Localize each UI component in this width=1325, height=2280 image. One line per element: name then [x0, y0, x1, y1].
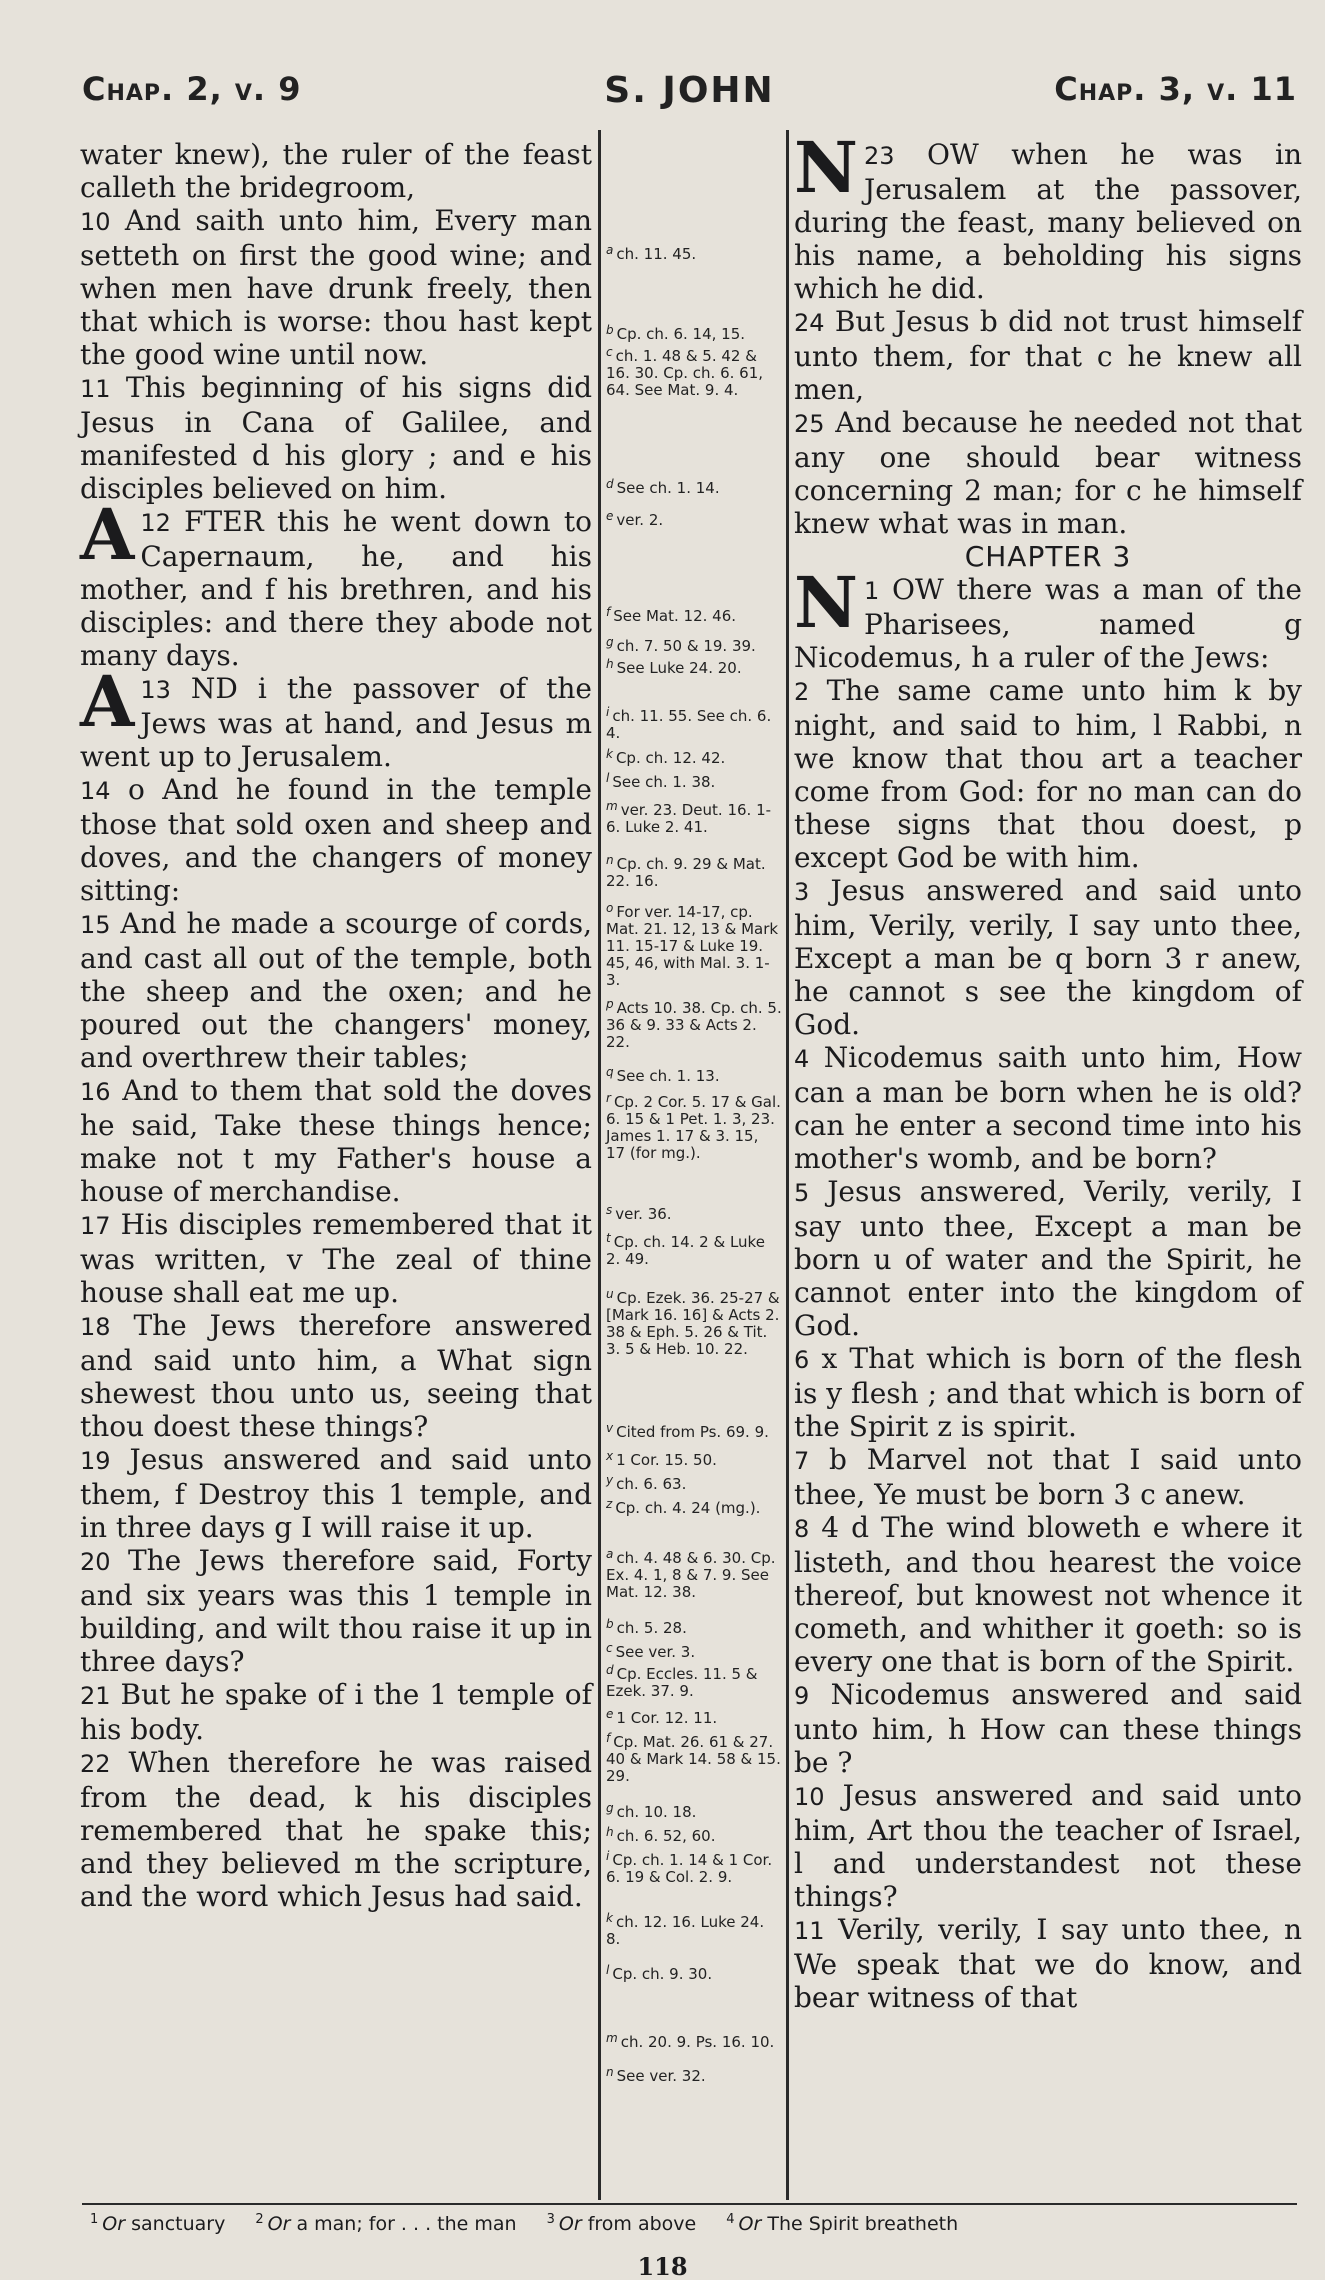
verse-number: 10	[794, 1783, 825, 1811]
reference-mark: s	[606, 1203, 613, 1217]
verse-number: 13	[140, 676, 171, 704]
right-text-column	[794, 126, 1303, 2014]
reference-mark: i	[606, 705, 610, 719]
reference-text: See ver. 32.	[616, 2067, 706, 2085]
verse-number: 20	[80, 1548, 111, 1576]
cross-reference	[606, 1546, 782, 1601]
reference-mark: h	[606, 1825, 614, 1839]
footnote	[255, 2213, 516, 2235]
verse	[80, 204, 592, 371]
reference-text: ch. 1. 48 & 5. 42 & 16. 30. Cp. ch. 6. 61, 64. See Mat. 9. 4.	[606, 347, 764, 399]
reference-mark: h	[606, 657, 614, 671]
cross-reference	[606, 1962, 782, 1983]
reference-text: ch. 11. 45.	[616, 245, 697, 263]
verse	[794, 874, 1302, 1041]
verse	[794, 1175, 1302, 1342]
footnote-or: Or	[558, 2213, 582, 2235]
verse-number: 6	[794, 1346, 810, 1374]
cross-reference	[606, 1848, 782, 1886]
verse	[80, 371, 592, 505]
footnote-or: Or	[738, 2213, 762, 2235]
verse	[80, 1678, 592, 1746]
reference-mark: t	[606, 1231, 611, 1245]
reference-text: ver. 36.	[615, 1205, 672, 1223]
reference-mark: f	[606, 605, 611, 619]
column-rule-right	[786, 130, 789, 2200]
verse	[80, 1443, 592, 1544]
verse-text: OW there was a man of the Pharisees, named g Nicodemus, h a ruler of the Jews:	[794, 573, 1302, 674]
cross-reference	[606, 704, 782, 742]
verse	[794, 1041, 1302, 1175]
verse-text: Jesus answered, Verily, verily, I say unto thee, Except a man be born u of water and the Spirit, he cannot enter into the kingdom of God.	[794, 1175, 1303, 1342]
cross-reference	[606, 242, 782, 263]
verse-number: 9	[794, 1682, 810, 1710]
reference-text: ch. 10. 18.	[616, 1803, 697, 1821]
footnote-or: Or	[102, 2213, 126, 2235]
reference-mark: m	[606, 2031, 618, 2045]
verse-number: 2	[794, 678, 810, 706]
verse	[794, 406, 1302, 540]
page-number: 118	[637, 2252, 688, 2280]
cross-reference	[606, 1662, 782, 1700]
reference-mark: k	[606, 1911, 613, 1925]
verse	[794, 1342, 1302, 1443]
footnote-or: Or	[267, 2213, 291, 2235]
drop-capital: A	[80, 660, 135, 743]
cross-reference	[606, 634, 782, 655]
footnote-rule	[82, 2203, 1297, 2205]
verse-text: When therefore he was raised from the dead, k his disciples remembered that he spake this; and they believed m the scripture, and the word which Jesus had said.	[80, 1746, 592, 1913]
cross-reference	[606, 656, 782, 677]
verse-text: x That which is born of the flesh is y flesh ; and that which is born of the Spirit z is spirit.	[794, 1342, 1302, 1443]
column-rule-left	[598, 130, 601, 2200]
verse	[80, 1309, 592, 1443]
verse	[794, 1913, 1302, 2014]
verse-number: 15	[80, 911, 111, 939]
verse	[794, 1511, 1302, 1678]
verse-number: 22	[80, 1750, 111, 1778]
verse-text: But Jesus b did not trust himself unto them, for that c he knew all men,	[794, 305, 1302, 406]
verse	[794, 126, 1303, 305]
reference-text: Cp. ch. 9. 30.	[612, 1965, 713, 1983]
verse-number: 17	[80, 1212, 111, 1240]
reference-mark: n	[606, 853, 614, 867]
footnote	[547, 2213, 697, 2235]
verse-number: 11	[80, 375, 111, 403]
reference-text: Cp. ch. 1. 14 & 1 Cor. 6. 19 & Col. 2. 9.	[606, 1851, 773, 1886]
cross-reference	[606, 1800, 782, 1821]
reference-text: See ch. 1. 38.	[612, 773, 716, 791]
cross-reference	[606, 1448, 782, 1469]
verse-number: 1	[863, 577, 880, 605]
reference-mark: q	[606, 1065, 614, 1079]
verse-text: This beginning of his signs did Jesus in Cana of Galilee, and manifested d his glory ; and e his disciples believed on him.	[80, 371, 592, 505]
reference-text: See ch. 1. 14.	[616, 479, 720, 497]
verse-text: ND i the passover of the Jews was at hand, and Jesus m went up to Jerusalem.	[80, 672, 593, 773]
reference-text: Cp. ch. 12. 42.	[615, 749, 726, 767]
verse-text: Jesus answered and said unto him, Verily, verily, I say unto thee, Except a man be q born 3 r anew, he cannot s see the kingdom of God.	[794, 874, 1303, 1041]
verse	[80, 1544, 592, 1678]
cross-reference	[606, 1420, 782, 1441]
reference-mark: x	[606, 1449, 614, 1463]
reference-text: Cited from Ps. 69. 9.	[616, 1423, 769, 1441]
running-header	[82, 62, 1297, 122]
verse-text: FTER this he went down to Capernaum, he, and his mother, and f his brethren, and his disciples: and there they abode not many days.	[80, 505, 592, 672]
reference-text: ch. 6. 63.	[616, 1475, 687, 1493]
reference-mark: k	[606, 747, 613, 761]
verse-text: The same came unto him k by night, and said to him, l Rabbi, n we know that thou art a teacher come from God: for no man can do these signs that thou doest, p except God be with him.	[794, 674, 1302, 874]
reference-mark: u	[606, 1287, 614, 1301]
verse	[794, 1678, 1302, 1779]
reference-text: Cp. Ezek. 36. 25-27 & [Mark 16. 16] & Acts 2. 38 & Eph. 5. 26 & Tit. 3. 5 & Heb. 10. 22.	[606, 1289, 780, 1358]
verse-number: 11	[794, 1917, 825, 1945]
reference-text: 1 Cor. 15. 50.	[616, 1451, 717, 1469]
reference-text: Cp. ch. 4. 24 (mg.).	[615, 1499, 761, 1517]
reference-text: ver. 23. Deut. 16. 1-6. Luke 2. 41.	[606, 801, 772, 836]
footnote-text: a man; for . . . the man	[296, 2213, 517, 2235]
verse-text: o And he found in the temple those that sold oxen and sheep and doves, and the changers of money sitting:	[80, 773, 592, 907]
reference-text: ch. 6. 52, 60.	[616, 1827, 716, 1845]
reference-mark: p	[606, 997, 614, 1011]
reference-mark: i	[606, 1849, 610, 1863]
reference-mark: n	[606, 2065, 614, 2079]
verse-text: The Jews therefore answered and said unto him, a What sign shewest thou unto us, seeing that thou doest these things?	[80, 1309, 592, 1443]
verse-text: water knew), the ruler of the feast calleth the bridegroom,	[80, 138, 592, 204]
cross-reference	[606, 1286, 782, 1358]
reference-text: Cp. ch. 6. 14, 15.	[616, 325, 746, 343]
verse	[794, 1443, 1302, 1511]
drop-capital: N	[794, 126, 858, 209]
reference-mark: a	[606, 1547, 614, 1561]
reference-text: ch. 12. 16. Luke 24. 8.	[606, 1913, 765, 1948]
footnote-mark: 4	[726, 2212, 735, 2227]
cross-reference	[606, 798, 782, 836]
reference-mark: z	[606, 1497, 613, 1511]
cross-reference	[606, 1064, 782, 1085]
cross-reference	[606, 900, 782, 989]
cross-reference	[606, 1640, 782, 1661]
footnote-text: The Spirit breatheth	[767, 2213, 959, 2235]
cross-reference	[606, 1472, 782, 1493]
verse	[80, 1074, 592, 1208]
verse-text: Nicodemus answered and said unto him, h How can these things be ?	[794, 1678, 1302, 1779]
cross-reference	[606, 2030, 782, 2051]
cross-reference	[606, 1230, 782, 1268]
verse-number: 10	[80, 208, 111, 236]
cross-reference	[606, 322, 782, 343]
verse-number: 16	[80, 1078, 111, 1106]
reference-mark: e	[606, 509, 614, 523]
header-left: Chap. 2, v. 9	[82, 70, 302, 108]
cross-reference	[606, 1202, 782, 1223]
cross-reference	[606, 344, 782, 399]
verse-number: 5	[794, 1179, 810, 1207]
reference-text: ch. 11. 55. See ch. 6. 4.	[606, 707, 772, 742]
reference-text: ch. 20. 9. Ps. 16. 10.	[620, 2033, 775, 2051]
verse-text: Verily, verily, I say unto thee, n We speak that we do know, and bear witness of that	[794, 1913, 1303, 2014]
reference-text: Cp. Eccles. 11. 5 & Ezek. 37. 9.	[606, 1665, 758, 1700]
verse-number: 18	[80, 1313, 111, 1341]
reference-text: 1 Cor. 12. 11.	[616, 1709, 718, 1727]
verse-text: But he spake of i the 1 temple of his body.	[80, 1678, 592, 1746]
cross-reference	[606, 476, 782, 497]
verse-text: And because he needed not that any one should bear witness concerning 2 man; for c he himself knew what was in man.	[794, 406, 1303, 540]
reference-mark: m	[606, 799, 618, 813]
cross-reference	[606, 1910, 782, 1948]
footnote-mark: 3	[546, 2212, 555, 2227]
reference-mark: e	[606, 1707, 614, 1721]
reference-text: See ver. 3.	[615, 1643, 696, 1661]
cross-reference	[606, 770, 782, 791]
reference-mark: c	[606, 345, 613, 359]
verse-number: 24	[794, 309, 825, 337]
cross-reference	[606, 996, 782, 1051]
verse	[794, 561, 1302, 674]
verse	[794, 305, 1302, 406]
drop-capital: N	[794, 561, 858, 644]
verse-number: 25	[794, 410, 825, 438]
verse	[80, 138, 592, 204]
reference-mark: g	[606, 635, 614, 649]
cross-reference	[606, 746, 782, 767]
verse-number: 23	[863, 142, 895, 170]
verse-text: 4 d The wind bloweth e where it listeth, and thou hearest the voice thereof, but knowest not whence it cometh, and whither it goeth: so is every one that is born of the Spirit.	[794, 1511, 1302, 1678]
reference-mark: a	[606, 243, 614, 257]
reference-mark: y	[606, 1473, 614, 1487]
verse-number: 4	[794, 1045, 810, 1073]
reference-text: Cp. Mat. 26. 61 & 27. 40 & Mark 14. 58 & 15. 29.	[606, 1733, 781, 1785]
reference-text: Cp. ch. 14. 2 & Luke 2. 49.	[606, 1233, 765, 1268]
verse-text: And he made a scourge of cords, and cast all out of the temple, both the sheep and the oxen; and he poured out the changers' money, and overthrew their tables;	[80, 907, 592, 1074]
footnote-mark: 2	[255, 2212, 264, 2227]
reference-mark: b	[606, 1617, 614, 1631]
reference-mark: o	[606, 901, 614, 915]
verse	[80, 493, 592, 672]
left-text-column	[80, 138, 592, 1913]
reference-mark: d	[606, 1663, 614, 1677]
cross-reference	[606, 604, 782, 625]
verse-number: 8	[794, 1515, 810, 1543]
verse-text: Jesus answered and said unto him, Art thou the teacher of Israel, l and understandest not these things?	[794, 1779, 1302, 1913]
reference-mark: f	[606, 1731, 611, 1745]
header-center: S. JOHN	[604, 70, 775, 111]
reference-text: See Mat. 12. 46.	[613, 607, 737, 625]
reference-mark: l	[606, 771, 610, 785]
verse-text: And to them that sold the doves he said, Take these things hence; make not t my Father's house a house of merchandise.	[80, 1074, 592, 1208]
footnote	[726, 2213, 958, 2235]
verse-text: The Jews therefore said, Forty and six years was this 1 temple in building, and wilt thou raise it up in three days?	[80, 1544, 592, 1678]
cross-reference	[606, 508, 782, 529]
footnote	[90, 2213, 225, 2235]
reference-text: For ver. 14-17, cp. Mat. 21. 12, 13 & Mark 11. 15-17 & Luke 19. 45, 46, with Mal. 3. 1-3.	[606, 903, 779, 989]
cross-reference	[606, 1706, 782, 1727]
reference-text: ch. 4. 48 & 6. 30. Cp. Ex. 4. 1, 8 & 7. 9. See Mat. 12. 38.	[606, 1549, 776, 1601]
cross-reference	[606, 2064, 782, 2085]
verse	[794, 674, 1302, 874]
reference-mark: l	[606, 1963, 610, 1977]
verse-number: 12	[140, 509, 171, 537]
footnote-mark: 1	[90, 2212, 99, 2227]
verse	[80, 773, 592, 907]
verse	[80, 907, 592, 1074]
reference-text: ch. 5. 28.	[616, 1619, 687, 1637]
verse-number: 21	[80, 1682, 111, 1710]
footnote-text: sanctuary	[131, 2213, 226, 2235]
cross-reference	[606, 1824, 782, 1845]
reference-text: ch. 7. 50 & 19. 39.	[616, 637, 756, 655]
reference-mark: v	[606, 1421, 614, 1435]
verse	[794, 1779, 1302, 1913]
reference-mark: g	[606, 1801, 614, 1815]
chapter-heading: CHAPTER 3	[964, 540, 1132, 573]
verse-text: His disciples remembered that it was written, v The zeal of thine house shall eat me up.	[80, 1208, 593, 1309]
reference-text: See ch. 1. 13.	[616, 1067, 720, 1085]
reference-text: See Luke 24. 20.	[616, 659, 742, 677]
footnotes	[90, 2212, 1290, 2235]
verse-text: b Marvel not that I said unto thee, Ye must be born 3 c anew.	[794, 1443, 1303, 1511]
reference-mark: c	[606, 1641, 613, 1655]
verse-number: 3	[794, 878, 810, 906]
reference-mark: r	[606, 1091, 611, 1105]
drop-capital: A	[80, 493, 135, 576]
cross-reference	[606, 1616, 782, 1637]
reference-mark: b	[606, 323, 614, 337]
verse-text: OW when he was in Jerusalem at the passover, during the feast, many believed on his name, a beholding his signs which he did.	[794, 138, 1303, 305]
footnote-text: from above	[587, 2213, 697, 2235]
reference-text: Cp. ch. 9. 29 & Mat. 22. 16.	[606, 855, 766, 890]
cross-reference	[606, 1090, 782, 1162]
header-right: Chap. 3, v. 11	[1054, 70, 1297, 108]
verse	[80, 660, 593, 773]
verse-text: Nicodemus saith unto him, How can a man be born when he is old? can he enter a second time into his mother's womb, and be born?	[794, 1041, 1303, 1175]
cross-reference	[606, 1496, 782, 1517]
verse-text: Jesus answered and said unto them, f Destroy this 1 temple, and in three days g I will raise it up.	[80, 1443, 592, 1544]
reference-text: Cp. 2 Cor. 5. 17 & Gal. 6. 15 & 1 Pet. 1. 3, 23. James 1. 17 & 3. 15, 17 (for mg.).	[606, 1093, 781, 1162]
cross-reference	[606, 852, 782, 890]
reference-text: Acts 10. 38. Cp. ch. 5. 36 & 9. 33 & Acts 2. 22.	[606, 999, 782, 1051]
verse-number: 7	[794, 1447, 810, 1475]
verse-number: 19	[80, 1447, 111, 1475]
reference-mark: d	[606, 477, 614, 491]
verse	[80, 1208, 592, 1309]
reference-text: ver. 2.	[616, 511, 664, 529]
verse-text: And saith unto him, Every man setteth on first the good wine; and when men have drunk freely, then that which is worse: thou hast kept the good wine until now.	[80, 204, 592, 371]
verse-number: 14	[80, 777, 111, 805]
cross-reference	[606, 1730, 782, 1785]
verse	[80, 1746, 592, 1913]
